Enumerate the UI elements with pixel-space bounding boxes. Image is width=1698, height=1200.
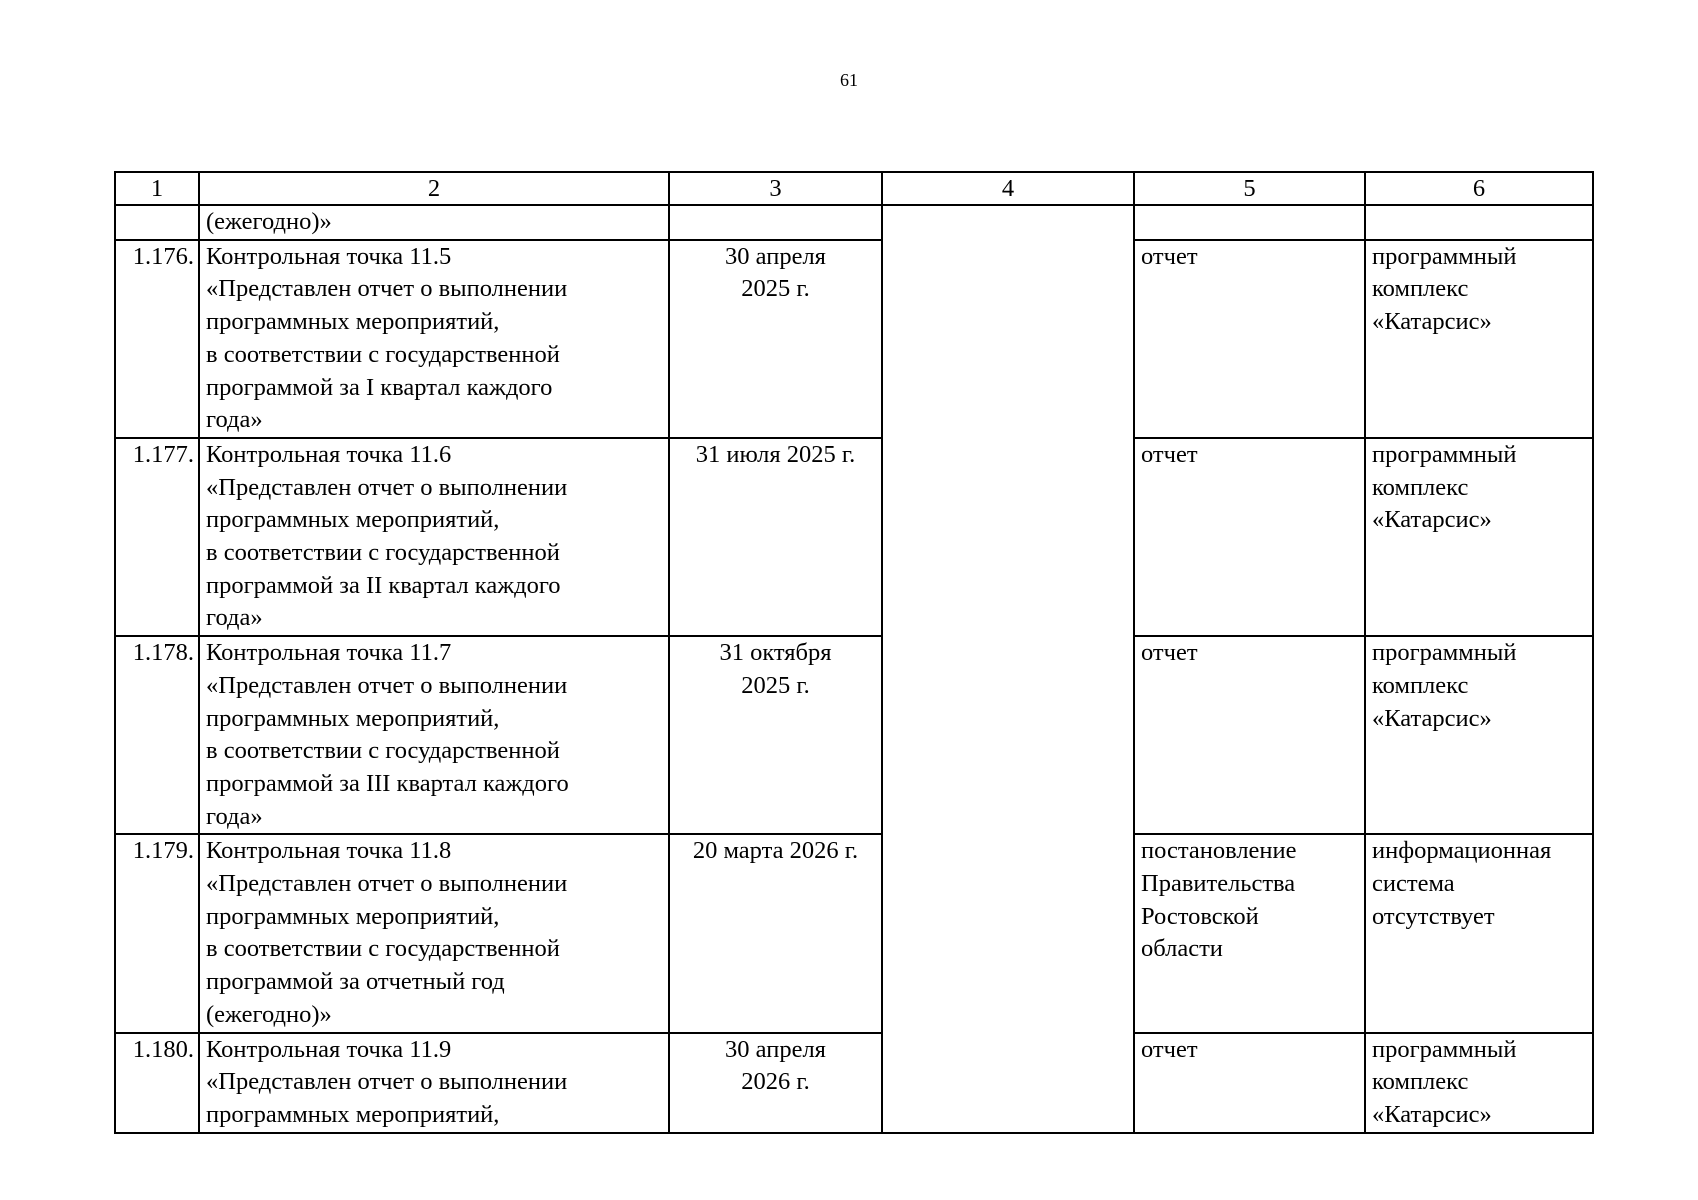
row-responsible-merged (882, 205, 1134, 1133)
row-system (1365, 205, 1593, 240)
row-date: 30 апреля 2026 г. (669, 1033, 882, 1133)
table-row (115, 1033, 1593, 1133)
column-header: 1 (115, 172, 199, 205)
column-header: 6 (1365, 172, 1593, 205)
row-system: программный комплекс «Катарсис» (1365, 438, 1593, 636)
row-system: программный комплекс «Катарсис» (1365, 240, 1593, 438)
row-description: (ежегодно)» (199, 205, 669, 240)
row-date: 31 июля 2025 г. (669, 438, 882, 636)
column-header: 2 (199, 172, 669, 205)
page-number: 61 (840, 70, 858, 90)
row-description: Контрольная точка 11.8 «Представлен отчет о выполнении программных мероприятий, в соответствии с государственной программой за отчетный год (ежегодно)» (199, 834, 669, 1032)
row-system: информационная система отсутствует (1365, 834, 1593, 1032)
row-system: программный комплекс «Катарсис» (1365, 636, 1593, 834)
row-description: Контрольная точка 11.6 «Представлен отчет о выполнении программных мероприятий, в соответствии с государственной программой за II квартал каждого года» (199, 438, 669, 636)
row-number: 1.178. (115, 636, 199, 834)
row-description: Контрольная точка 11.5 «Представлен отчет о выполнении программных мероприятий, в соответствии с государственной программой за I квартал каждого года» (199, 240, 669, 438)
column-header: 4 (882, 172, 1134, 205)
row-document: отчет (1134, 1033, 1365, 1133)
table-header-row (115, 172, 1593, 205)
row-document: постановление Правительства Ростовской области (1134, 834, 1365, 1032)
row-number: 1.179. (115, 834, 199, 1032)
row-date: 31 октября 2025 г. (669, 636, 882, 834)
row-number: 1.176. (115, 240, 199, 438)
column-header: 3 (669, 172, 882, 205)
table-row (115, 636, 1593, 834)
table-row (115, 205, 1593, 240)
row-document: отчет (1134, 240, 1365, 438)
row-description: Контрольная точка 11.7 «Представлен отчет о выполнении программных мероприятий, в соответствии с государственной программой за III квартал каждого года» (199, 636, 669, 834)
table-row (115, 240, 1593, 438)
table-row (115, 438, 1593, 636)
column-header: 5 (1134, 172, 1365, 205)
row-date: 30 апреля 2025 г. (669, 240, 882, 438)
row-system: программный комплекс «Катарсис» (1365, 1033, 1593, 1133)
row-description: Контрольная точка 11.9 «Представлен отчет о выполнении программных мероприятий, (199, 1033, 669, 1133)
row-date (669, 205, 882, 240)
row-number: 1.177. (115, 438, 199, 636)
document-table (114, 171, 1594, 1134)
row-date: 20 марта 2026 г. (669, 834, 882, 1032)
row-number (115, 205, 199, 240)
row-document (1134, 205, 1365, 240)
row-document: отчет (1134, 438, 1365, 636)
row-number: 1.180. (115, 1033, 199, 1133)
table-row (115, 834, 1593, 1032)
row-document: отчет (1134, 636, 1365, 834)
